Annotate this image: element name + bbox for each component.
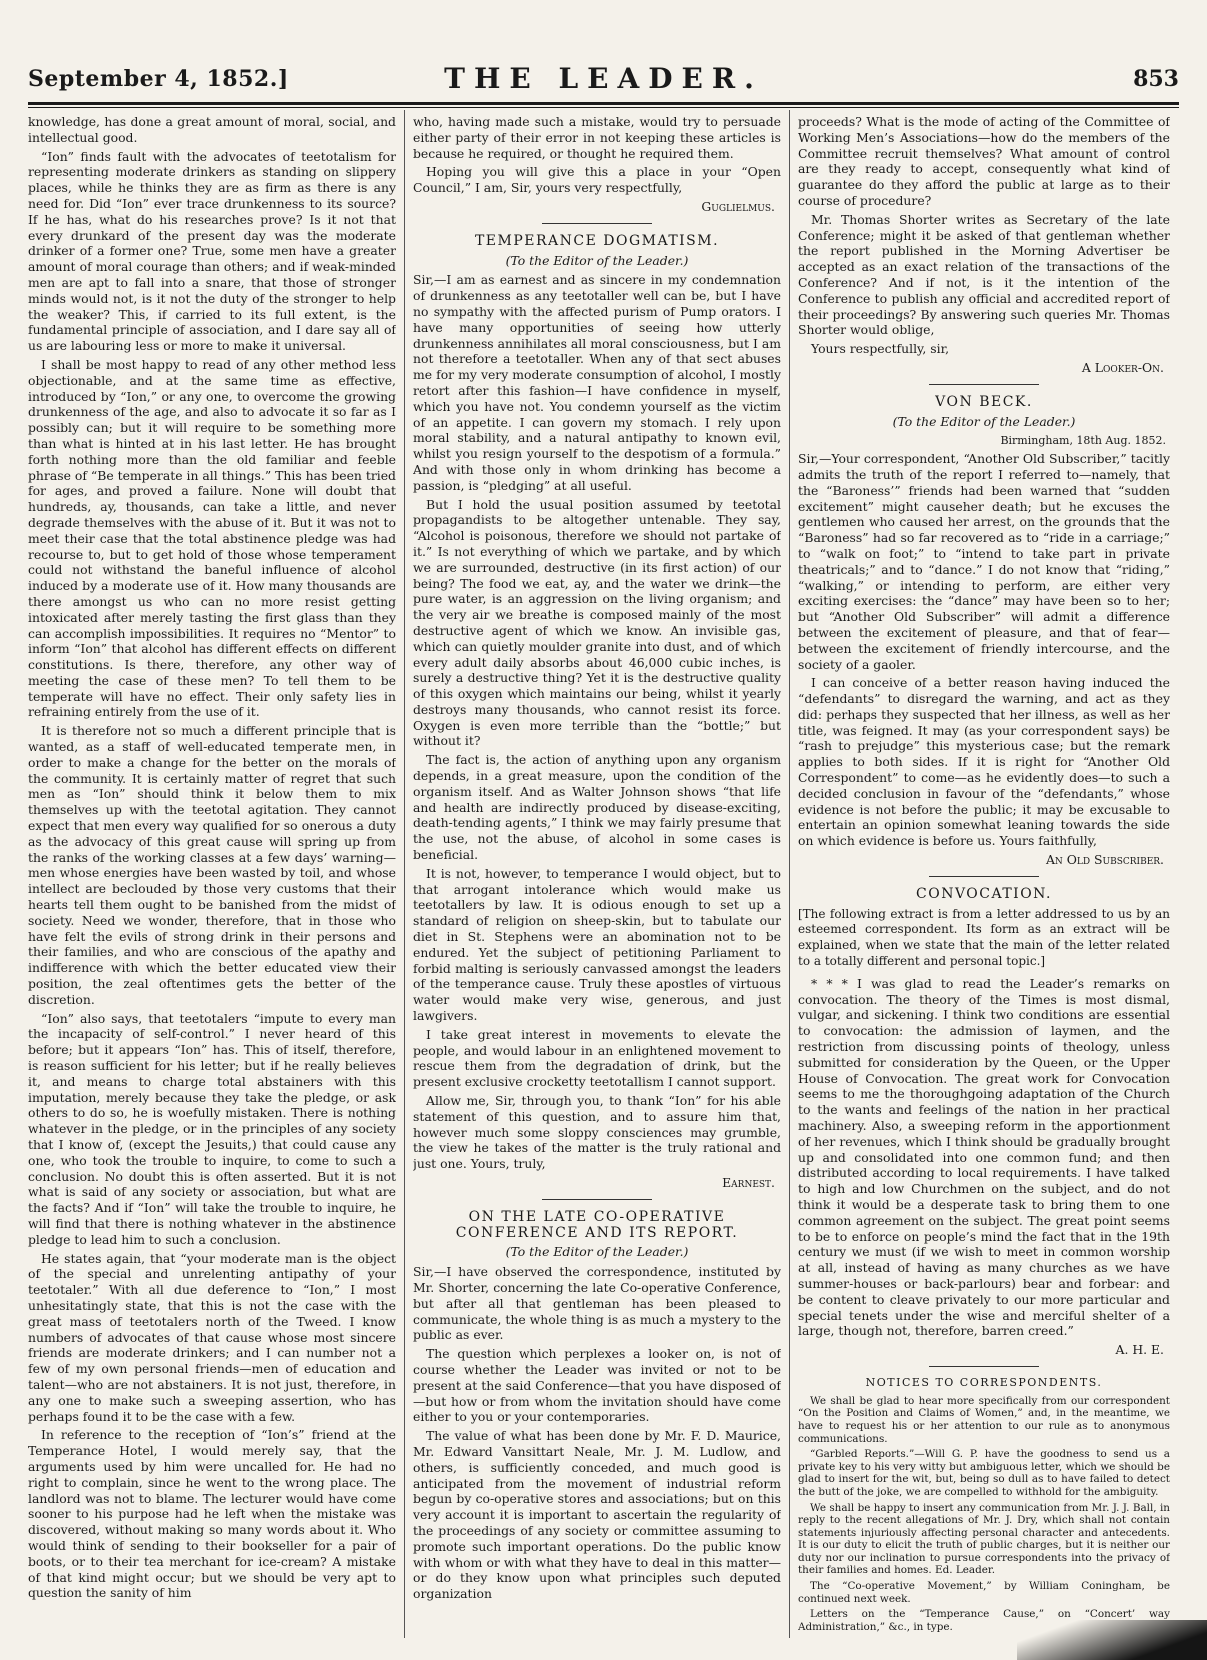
paragraph: I shall be most happy to read of any other method less objectionable, and at the same time as effective, introduced by “Ion,” or any one, to overcome the growing drunkenness of the age, and also to advocate it so far as I possibly can; but it will require to be something more than what is hinted at in his last letter. He has brought forth nothing more than the old familiar and feeble phrase of “Be temperate in all things.” This has been tried for ages, and proved a failure. None will doubt that hundreds, ay, thousands, can take a little, and never degrade themselves with the abuse of it. But it was not to meet their case that the total abstinence pledge was had recourse to, but to get hold of those whose temperament could not withstand the baneful influence of alcohol induced by a moderate use of it. How many thousands are there amongst us who can no more resist getting intoxicated after merely tasting the first glass than they can accomplish impossibilities. It requires no “Mentor” to inform “Ion” that alcohol has different effects on different constitutions. Is there, therefore, any other way of meeting the case of these men? To tell them to be temperate will have no effect. Their only safety lies in refraining entirely from the use of it. <box>28 356 396 720</box>
paragraph: Sir,—I have observed the correspondence, instituted by Mr. Shorter, concerning the late Co-operative Conference, but after all that gentleman has been pleased to communicate, the whole thing is as much a mystery to the public as ever. <box>413 1264 781 1343</box>
notices-to-correspondents <box>798 1375 1170 1633</box>
signature: An Old Subscriber. <box>1045 852 1164 868</box>
paragraph: Sir,—I am as earnest and as sincere in my condemnation of drunkenness as any teetotaller well can be, but I have no sympathy with the affected purism of Pump orators. I have many opportunities of seeing how utterly drunkenness annihilates all moral consciousness, but I am not therefore a teetotaller. When any of that sect abuses me for my very moderate consumption of alcohol, I mostly retort after this fashion—I have confidence in myself, which you have not. You condemn yourself as the victim of an appetite. I can govern my stomach. I rely upon moral stability, and a natural antipathy to known evil, whilst you resign yourself to the despotism of a formula.” And with those only in whom drinking has become a passion, is “pledging” at all useful. <box>413 272 781 493</box>
signature: Earnest. <box>722 1175 775 1190</box>
article-heading: VON BECK. <box>935 393 1033 410</box>
article-subheading: (To the Editor of the Leader.) <box>505 252 689 268</box>
notice-item: The “Co-operative Movement,” by William Coningham, be continued next week. <box>798 1580 1170 1605</box>
notice-item: We shall be happy to insert any communication from Mr. J. J. Ball, in reply to the recent allegations of Mr. J. Dry, which shall not contain statements injuriously affecting personal character and antecedents. It is our duty to elicit the truth of public charges, but it is neither our duty nor our inclination to pursue correspondents into the privacy of their families and homes. Ed. Leader. <box>798 1501 1170 1577</box>
section-rule <box>929 1366 1039 1367</box>
paragraph: “Ion” also says, that teetotalers “impute to every man the incapacity of self-control.” I never heard of this before; but it appears “Ion” has. This of itself, therefore, is reason sufficient for his letter; but if he really believes it, and means to charge total abstainers with this imputation, merely because they take the pledge, or ask others to do so, he is woefully mistaken. There is nothing whatever in the pledge, or in the principles of any society that I know of, (except the Jesuits,) that could cause any one, who took the trouble to inquire, to come to such a conclusion. No doubt this is often asserted. But it is not what is said of any society or association, but what are the facts? And if “Ion” will take the trouble to inquire, he will find that there is nothing whatever in the abstinence pledge to lead him to such a conclusion. <box>28 1010 396 1247</box>
paragraph: * * * I was glad to read the Leader’s remarks on convocation. The theory of the Times is most dismal, vulgar, and sickening. I think two conditions are essential to convocation: the admission of laymen, and the restriction from discussing points of theology, unless submitted for consideration by the Queen, or the Upper House of Convocation. The great work for Convocation seems to me the thoroughgoing adaptation of the Church to the wants and feelings of the nation in her practical machinery. Also, a sweeping reform in the apportionment of her revenues, which I think should be gradually brought up and consolidated into one common fund; and then distributed according to local requirements. I have talked to high and low Churchmen on the subject, and do not think it would be a desperate task to bring them to one common agreement on the subject. The great point seems to be to enforce on people’s mind the fact that in the 19th century we must (if we wish to meet in common worship at all, instead of having as many churches as we have summer-houses or back-parlours) bear and forbear: and be content to cleave privately to our more particular and special tenets under the wise and merciful shelter of a large, though not, therefore, barren creed.” <box>798 975 1170 1339</box>
article-heading: ON THE LATE CO-OPERATIVE CONFERENCE AND ITS REPORT. <box>455 1208 739 1241</box>
paragraph: In reference to the reception of “Ion’s” friend at the Temperance Hotel, I would merely say, that the arguments used by him were uncalled for. He had no right to complain, since he went to the wrong place. The landlord was not to blame. The lecturer would have come sooner to his purpose had he left when the mistake was discovered, without making so many words about it. Who would think of sending to their bookseller for a pair of boots, or to their tea merchant for ice-cream? A mistake of that kind might occur; but we should be very apt to question the sanity of him <box>28 1427 396 1601</box>
signature: Guglielmus. <box>701 198 775 214</box>
paragraph: He states again, that “your moderate man is the object of the special and unrelenting antipathy of your teetotaler.” With all due deference to “Ion,” I most unhesitatingly state, that this is not the case with the great mass of teetotalers north of the Tweed. I know numbers of advocates of that cause whose most sincere friends are moderate drinkers; and I can number not a few of my own personal friends—men of education and talent—who are not abstainers. It is not just, therefore, in any one to make such a sweeping assertion, who has perhaps found it to be the case with a few. <box>28 1250 396 1424</box>
ink-smudge <box>1017 1620 1207 1660</box>
article-subheading: (To the Editor of the Leader.) <box>892 413 1076 429</box>
masthead-rule-thin <box>28 107 1179 108</box>
article-subheading: (To the Editor of the Leader.) <box>505 1244 689 1260</box>
paragraph: Yours respectfully, sir, <box>811 341 950 357</box>
article-heading: TEMPERANCE DOGMATISM. <box>474 232 720 249</box>
newspaper-title: THE LEADER. <box>444 62 763 95</box>
editor-note: [The following extract is from a letter addressed to us by an esteemed correspondent. Its form as an extract will be explained, when we state that the main of the letter related to a totally different and personal topic.] <box>798 906 1170 969</box>
paragraph: The fact is, the action of anything upon any organism depends, in a great measure, upon the condition of the organism itself. And as Walter Johnson shows “that life and health are indirectly produced by disease-exciting, death-tending agents,” I think we may fairly presume that the use, not the abuse, of alcohol in some cases is beneficial. <box>413 752 781 863</box>
notice-item: “Garbled Reports.”—Will G. P. have the goodness to send us a private key to his very witty but ambiguous letter, which we should be glad to insert for the wit, but, being so dull as to have failed to detect the butt of the joke, we are compelled to withhold for the ambiguity. <box>798 1448 1170 1498</box>
signature: A. H. E. <box>1115 1342 1164 1358</box>
masthead-rule <box>28 102 1179 105</box>
paragraph: who, having made such a mistake, would try to persuade either party of their error in not keeping these articles is because he required, or thought he required them. <box>413 114 781 161</box>
section-rule <box>542 223 652 224</box>
section-rule <box>542 1199 652 1200</box>
paragraph: It is not, however, to temperance I would object, but to that arrogant intolerance which would make us teetotallers by law. It is odious enough to set up a standard of religion on sheep-skin, but to tabulate our diet in St. Stephens were an abomination not to be endured. Yet the subject of petitioning Parliament to forbid malting is seriously canvassed amongst the leaders of the temperance cause. Truly these apostles of virtuous water would make very wise, generous, and just lawgivers. <box>413 865 781 1024</box>
column-divider <box>789 110 790 1638</box>
masthead <box>28 62 1179 102</box>
column-3 <box>798 114 1170 1634</box>
paragraph: Hoping you will give this a place in your “Open Council,” I am, Sir, yours very respectfully, <box>413 164 781 196</box>
paragraph: But I hold the usual position assumed by teetotal propagandists to be altogether untenable. They say, “Alcohol is poisonous, therefore we should not partake of it.” Is not everything of which we partake, and by which we are surrounded, destructive (in its first action) of our being? The food we eat, ay, and the water we drink—the pure water, is an aggression on the living organism; and the very air we breathe is composed mainly of the most destructive agent of which we know. An invisible gas, which can quietly moulder granite into dust, and of which every adult daily absorbs about 46,000 cubic inches, is surely a destructive thing? Yet it is the destructive quality of this oxygen which maintains our being, whilst it yearly destroys many thousands, who cannot resist its force. Oxygen is even more terrible than the “bottle;” but without it? <box>413 496 781 749</box>
paragraph: Mr. Thomas Shorter writes as Secretary of the late Conference; might it be asked of that gentleman whether the report published in the Morning Advertiser be accepted as an exact relation of the transactions of the Conference? And if not, is it the intention of the Conference to publish any official and accredited report of their proceedings? By answering such queries Mr. Thomas Shorter would oblige, <box>798 211 1170 338</box>
paragraph: “Ion” finds fault with the advocates of teetotalism for representing moderate drinkers as standing on slippery places, while he thinks they are as firm as there is any need for. Did “Ion” ever trace drunkenness to its source? If he has, what do his researches prove? Is it not that every drunkard of the present day was the moderate drinker of a former one? True, some men have a greater amount of moral courage than others; and if weak-minded men are apt to fall into a snare, that those of stronger minds would not, is it not the duty of the stronger to help the weaker? This, if carried to its full extent, is the fundamental principle of association, and I dare say all of us are labouring less or more to make it universal. <box>28 148 396 354</box>
page-number: 853 <box>1133 66 1179 92</box>
paragraph: Allow me, Sir, through you, to thank “Ion” for his able statement of this question, and to assure him that, however much some sloppy consciences may grumble, the view he takes of the matter is the truly rational and just one. Yours, truly, <box>413 1093 781 1172</box>
paragraph: proceeds? What is the mode of acting of the Committee of Working Men’s Associations—how do the members of the Committee recruit themselves? What amount of control are they ready to accept, consequently what kind of guarantee do they afford the public at large as to their course of procedure? <box>798 114 1170 208</box>
article-heading: CONVOCATION. <box>916 885 1052 902</box>
notice-item: Letters on the “Temperance Cause,” on “Concert’ way Administration,” &c., in type. <box>798 1608 1170 1633</box>
section-rule <box>929 876 1039 877</box>
paragraph: Sir,—Your correspondent, “Another Old Subscriber,” tacitly admits the truth of the report I referred to—namely, that the “Baroness’” friends had been warned that “sudden excitement” might causeher death; but he excuses the gentlemen who caused her arrest, on the grounds that the “Baroness” had so far recovered as to “ride in a carriage;” to “walk on foot;” to “intend to take part in private theatricals;” and to “dance.” I do not know that “riding,” “walking,” or intending to perform, are either very exciting exercises: the “dance” may have been so to her; but “Another Old Subscriber” will admit a difference between the excitement of pleasure, and that of fear—between the excitement of friendly intercourse, and the society of a gaoler. <box>798 451 1170 672</box>
column-divider <box>404 110 405 1638</box>
column-2 <box>413 114 781 1634</box>
notices-heading: NOTICES TO CORRESPONDENTS. <box>865 1375 1103 1389</box>
paragraph: The value of what has been done by Mr. F. D. Maurice, Mr. Edward Vansittart Neale, Mr. J. M. Ludlow, and others, is sufficiently conceded, and much good is anticipated from the movement of industrial reform begun by co-operative stores and associations; but on this very account it is important to ascertain the regularity of the proceedings of any society or committee assuming to promote such important operations. Do the public know with whom or with what they have to deal in this matter—or do they know upon what principles such deputed organization <box>413 1428 781 1602</box>
dateline: Birmingham, 18th Aug. 1852. <box>1000 434 1166 448</box>
paragraph: knowledge, has done a great amount of moral, social, and intellectual good. <box>28 114 396 145</box>
column-1 <box>28 114 396 1634</box>
notice-item: We shall be glad to hear more specifically from our correspondent “On the Position and Claims of Women,” and, in the meantime, we have to request his or her attention to our rule as to anonymous communications. <box>798 1394 1170 1445</box>
paragraph: I can conceive of a better reason having induced the “defendants” to disregard the warning, and act as they did: perhaps they suspected that her illness, as well as her title, was feigned. It may (as your correspondent says) be “rash to prejudge” this mysterious case; but the remark applies to both sides. If it is right for “Another Old Correspondent” to come—as he evidently does—to such a decided conclusion in favour of the “defendants,” whose evidence is not before the public; it may be excusable to entertain an opinion somewhat leaning towards the side on which evidence is before us. Yours faithfully, <box>798 675 1170 849</box>
paragraph: It is therefore not so much a different principle that is wanted, as a staff of well-educated temperate men, in order to make a change for the better on the morals of the community. It is certainly matter of regret that such men as “Ion” should think it below them to mix themselves up with the teetotal agitation. They cannot expect that men every way qualified for so onerous a duty as the advocacy of this great cause will spring up from the ranks of the working classes at a few days’ warning—men whose energies have been wasted by toil, and whose intellect are beclouded by those very customs that their hearts tell them ought to be banished from the midst of society. Need we wonder, therefore, that in those who have felt the evils of strong drink in their persons and their families, and who are conscious of the apathy and indifference with which the better educated view their position, the zeal oftentimes gets the better of the discretion. <box>28 723 396 1007</box>
paragraph: I take great interest in movements to elevate the people, and would labour in an enlightened movement to rescue them from the degradation of drink, but the present exclusive crocketty teetotallism I cannot support. <box>413 1026 781 1090</box>
signature: A Looker-On. <box>1081 359 1164 375</box>
paragraph: The question which perplexes a looker on, is not of course whether the Leader was invited or not to be present at the said Conference—that you have disposed of—but how or from whom the invitation should have come either to you or your contemporaries. <box>413 1346 781 1425</box>
issue-date: September 4, 1852.] <box>28 66 289 92</box>
section-rule <box>929 384 1039 385</box>
